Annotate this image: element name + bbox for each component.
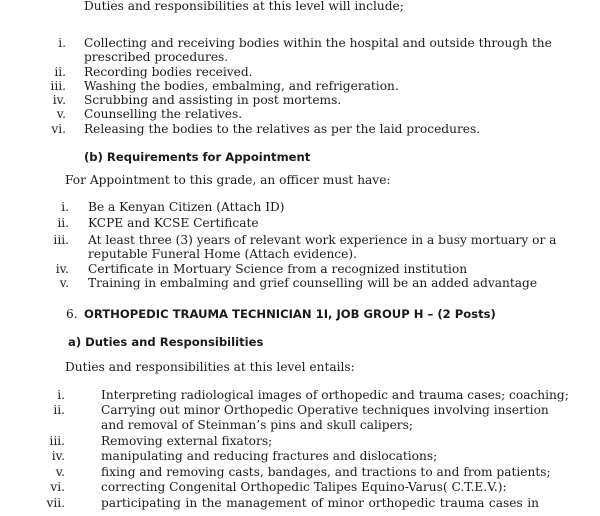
list-item: Certificate in Mortuary Science from a recognized institution bbox=[88, 262, 468, 276]
list-item: prescribed procedures. bbox=[84, 50, 229, 64]
section-heading: a) Duties and Responsibilities bbox=[68, 335, 264, 349]
section-heading: (b) Requirements for Appointment bbox=[84, 150, 311, 164]
list-item: At least three (3) years of relevant work experience in a busy mortuary or a bbox=[88, 233, 557, 247]
list-number: iv. bbox=[52, 93, 66, 107]
list-item: Counselling the relatives. bbox=[84, 107, 243, 121]
list-item: Removing external fixators; bbox=[101, 434, 273, 448]
list-number: i. bbox=[57, 388, 65, 402]
section-number: 6. bbox=[66, 307, 78, 321]
list-number: i. bbox=[61, 200, 69, 214]
list-item: Carrying out minor Orthopedic Operative techniques involving insertion bbox=[101, 403, 549, 417]
list-number: vi. bbox=[51, 122, 66, 136]
duties-intro: Duties and responsibilities at this level will include; bbox=[84, 0, 404, 13]
list-number: ii. bbox=[54, 65, 66, 79]
list-item: Collecting and receiving bodies within the hospital and outside through the bbox=[84, 36, 552, 50]
list-number: iii. bbox=[50, 79, 66, 93]
list-number: iv. bbox=[55, 262, 69, 276]
list-item: correcting Congenital Orthopedic Talipes Equino-Varus( C.T.E.V.): bbox=[101, 480, 507, 494]
list-item: Scrubbing and assisting in post mortems. bbox=[84, 93, 342, 107]
list-item: and removal of Steinman’s pins and skull calipers; bbox=[101, 418, 413, 432]
list-number: v. bbox=[59, 276, 69, 290]
list-item: KCPE and KCSE Certificate bbox=[88, 216, 259, 230]
list-number: vii. bbox=[46, 496, 65, 510]
list-item: Recording bodies received. bbox=[84, 65, 253, 79]
duties-intro-2: Duties and responsibilities at this level entails: bbox=[65, 360, 355, 374]
list-item: Interpreting radiological images of orthopedic and trauma cases; coaching; bbox=[101, 388, 569, 402]
list-number: v. bbox=[56, 107, 66, 121]
list-item: Training in embalming and grief counselling will be an added advantage bbox=[88, 276, 538, 290]
list-number: vi. bbox=[50, 480, 65, 494]
list-number: iii. bbox=[53, 233, 69, 247]
list-item: fixing and removing casts, bandages, and tractions to and from patients; bbox=[101, 465, 551, 479]
list-item: reputable Funeral Home (Attach evidence). bbox=[88, 247, 357, 261]
list-number: iv. bbox=[51, 449, 65, 463]
list-number: v. bbox=[55, 465, 65, 479]
list-number: iii. bbox=[49, 434, 65, 448]
list-item: Releasing the bodies to the relatives as per the laid procedures. bbox=[84, 122, 481, 136]
list-number: i. bbox=[58, 36, 66, 50]
section-title: ORTHOPEDIC TRAUMA TECHNICIAN 1I, JOB GROUP H – (2 Posts) bbox=[84, 307, 496, 321]
list-number: ii. bbox=[53, 403, 65, 417]
list-number: ii. bbox=[57, 216, 69, 230]
list-item: Washing the bodies, embalming, and refrigeration. bbox=[84, 79, 399, 93]
list-item: Be a Kenyan Citizen (Attach ID) bbox=[88, 200, 285, 214]
list-item: participating in the management of minor orthopedic trauma cases in bbox=[101, 496, 539, 510]
appointment-intro: For Appointment to this grade, an officer must have: bbox=[65, 173, 391, 187]
list-item: manipulating and reducing fractures and dislocations; bbox=[101, 449, 438, 463]
